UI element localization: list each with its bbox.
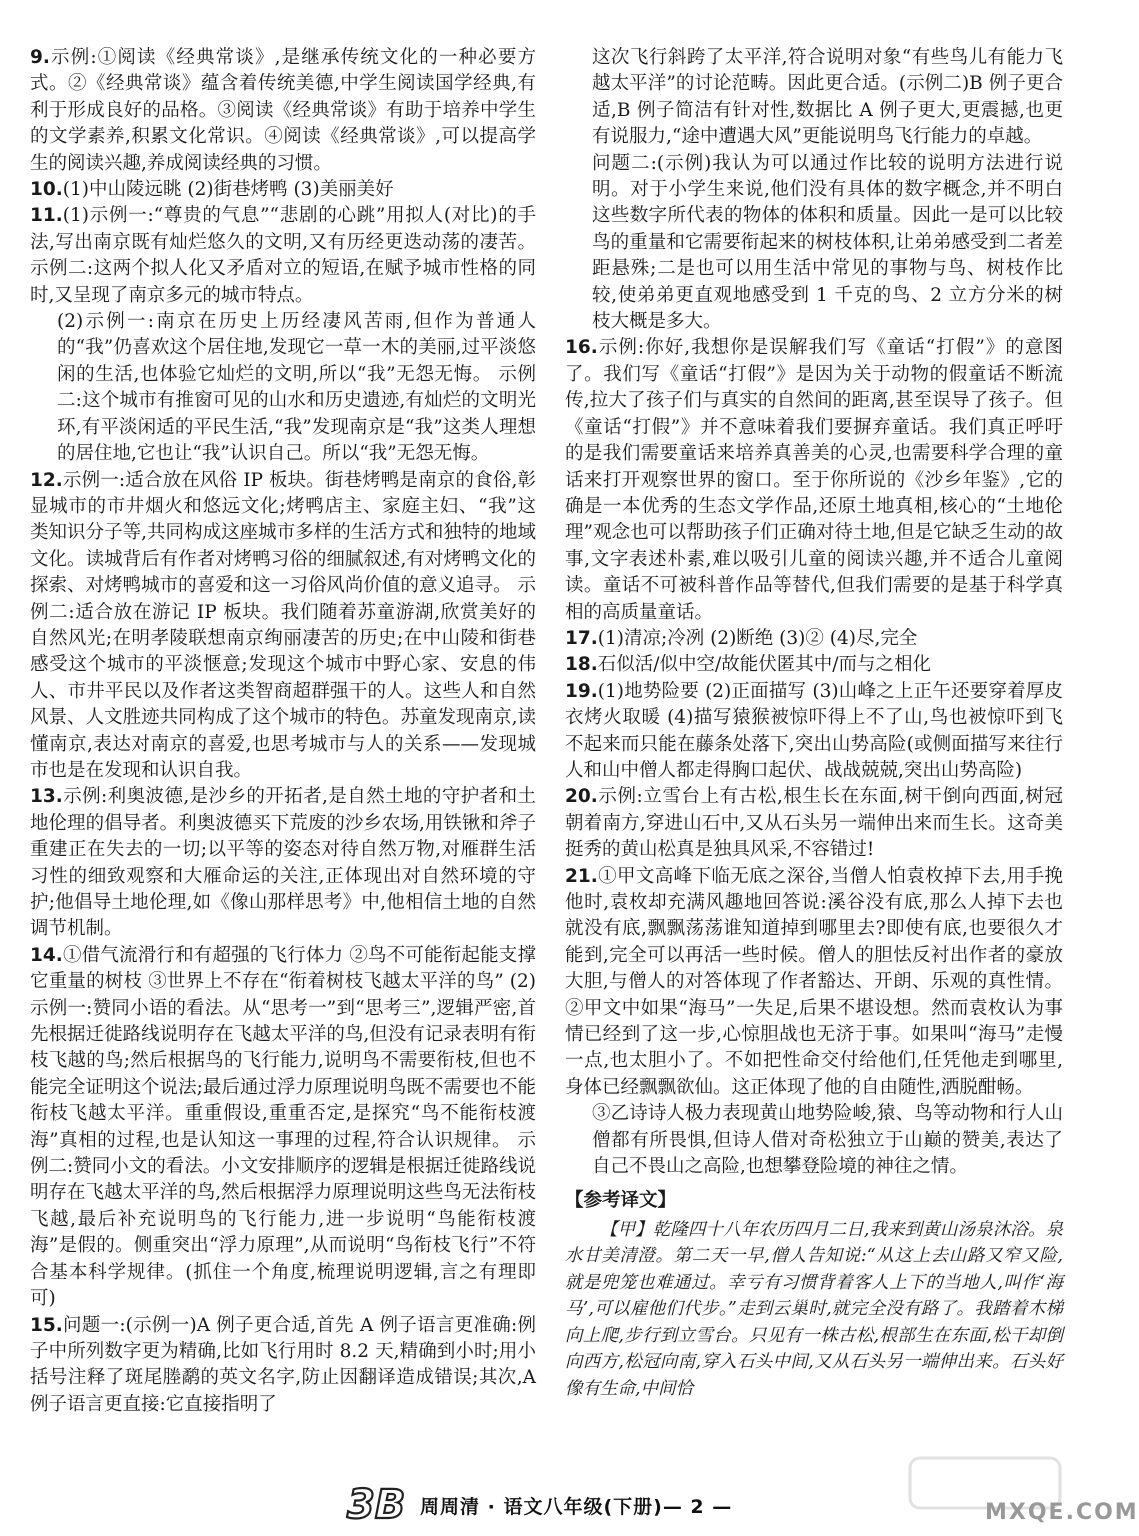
brand-logo: [343, 1478, 418, 1526]
answer-text: 问题一:(示例一)A 例子更合适,首先 A 例子语言更准确:例子中所列数字更为精确,比如飞行用时 8.2 天,精确到小时;用小括号注释了斑尾塍鹬的英文名字,防止因翻译造成错误;其次,A 例子语言更直接:它直接指明了: [30, 1314, 536, 1415]
answer-text: 这次飞行斜跨了太平洋,符合说明对象“有些鸟儿有能力飞越太平洋”的讨论范畴。因此更合适。(示例二)B 例子更合适,B 例子简洁有针对性,数据比 A 例子更大,更震撼,也更有说服力,“途中遭遇大风”更能说明鸟飞行能力的卓越。: [592, 47, 1063, 148]
right-item: [565, 679, 1063, 785]
answer-text: 示例:你好,我想你是误解我们写《童话“打假”》的意图了。我们写《童话“打假”》是因为关于动物的假童话不断流传,拉大了孩子们与真实的自然间的距离,甚至误导了孩子。但《童话“打假”》并不意味着我们要摒弃童话。我们真正呼吁的是我们需要童话来培养真善美的心灵,也需要科学合理的童话来打开观察世界的窗口。至于你所说的《沙乡年鉴》,它的确是一本优秀的生态文学作品,还原土地真相,核心的“土地伦理”观念也可以帮助孩子们正确对待土地,但是它缺乏生动的故事,文字表述朴素,难以吸引儿童的阅读兴趣,并不适合儿童阅读。童话不可被科普作品等替代,但我们需要的是基于科学真相的高质量童话。: [565, 337, 1063, 623]
question-number: 12.: [30, 469, 63, 491]
right-item: [565, 1101, 1063, 1180]
right-item: [565, 626, 1063, 652]
answer-text: 石似活/似中空/故能伏匿其中/而与之相化: [597, 654, 931, 676]
right-item: [565, 864, 1063, 1102]
answer-text: ③乙诗诗人极力表现黄山地势险峻,猿、鸟等动物和行人山僧都有所畏惧,但诗人借对奇松独立于山巅的赞美,表达了自己不畏山之高险,也想攀登险境的神往之情。: [592, 1103, 1063, 1178]
question-number: 19.: [565, 680, 598, 702]
left-column: [30, 45, 536, 1418]
left-item: [30, 203, 536, 309]
answer-text: (1)地势险要 (2)正面描写 (3)山峰之上正午还要穿着厚皮衣烤火取暖 (4)描写猿猴被惊吓得上不了山,鸟也被惊吓到飞不起来而只能在藤条处落下,突出山势高险(或侧面描写来往行人和山中僧人都走得胸口起伏、战战兢兢,突出山势高险): [565, 680, 1063, 781]
question-number: 14.: [30, 944, 63, 966]
left-item: [30, 177, 536, 203]
question-number: 15.: [30, 1314, 63, 1336]
question-number: 11.: [30, 205, 63, 227]
left-item: [30, 468, 536, 785]
right-column: [565, 45, 1063, 1402]
answer-text: (1)清凉;冷冽 (2)断绝 (3)② (4)尽,完全: [597, 627, 918, 649]
right-item: [565, 784, 1063, 863]
question-number: 10.: [30, 179, 63, 201]
question-number: 17.: [565, 627, 598, 649]
reference-heading: 【参考译文】: [565, 1190, 677, 1212]
translation-text: 【甲】乾隆四十八年农历四月二日,我来到黄山汤泉沐浴。泉水甘美清澄。第二天一早,僧人告知说:“从这上去山路又窄又险,就是兜笼也难通过。幸亏有习惯背着客人上下的当地人,叫作‘海马’,可以雇他们代步。”走到云巢时,就完全没有路了。我踏着木梯向上爬,步行到立雪台。只见有一株古松,根部生在东面,松干却倒向西方,松冠向南,穿入石头中间,又从石头另一端伸出来。石头好像有生命,中间恰: [565, 1219, 1063, 1399]
left-item: [30, 784, 536, 942]
answer-text: 示例一:适合放在风俗 IP 板块。街巷烤鸭是南京的食俗,彰显城市的市井烟火和悠远文化;烤鸭店主、家庭主妇、“我”这类知识分子等,共同构成这座城市多样的生活方式和独特的地域文化。读城背后有作者对烤鸭习俗的细腻叙述,有对烤鸭文化的探索、对烤鸭城市的喜爱和这一习俗风尚价值的意义追寻。 示例二:适合放在游记 IP 板块。我们随着苏童游湖,欣赏美好的自然风光;在明孝陵联想南京绚丽凄苦的历史;在中山陵和街巷感受这个城市的平淡惬意;发现这个城市中野心家、安息的伟人、市井平民以及作者这类智商超群强干的人。这些人和自然风景、人文胜迹共同构成了这个城市的特色。苏童发现南京,读懂南京,表达对南京的喜爱,也思考城市与人的关系——发现城市也是在发现和认识自我。: [30, 469, 536, 781]
left-item: [30, 309, 536, 467]
question-number: 9.: [30, 47, 50, 68]
question-number: 16.: [565, 337, 598, 359]
question-number: 21.: [565, 865, 598, 887]
answer-text: 示例:利奥波德,是沙乡的开拓者,是自然土地的守护者和土地伦理的倡导者。利奥波德买下荒废的沙乡农场,用铁锹和斧子重建正在失去的一切;以平等的姿态对待自然万物,对雁群生活习性的细致观察和大雁命运的关注,正体现出对自然环境的守护;他倡导土地伦理,如《像山那样思考》中,他相信土地的自然调节机制。: [30, 786, 536, 940]
answer-text: 问题二:(示例)我认为可以通过作比较的说明方法进行说明。对于小学生来说,他们没有具体的数字概念,并不明白这些数字所代表的物体的体积和质量。因此一是可以比较鸟的重量和它需要衔起来的树枝体积,让弟弟感受到二者差距悬殊;二是也可以用生活中常见的事物与鸟、树枝作比较,使弟弟更直观地感受到 1 千克的鸟、2 立方分米的树枝大概是多大。: [592, 152, 1063, 333]
question-number: 13.: [30, 786, 63, 808]
footer-text: 周周清 · 语文八年级(下册)— 2 —: [420, 1496, 733, 1518]
question-number: 18.: [565, 654, 598, 676]
left-item: [30, 1313, 536, 1419]
right-item: [565, 335, 1063, 625]
answer-text: (2)示例一:南京在历史上历经凄风苦雨,但作为普通人的“我”仍喜欢这个居住地,发现它一草一木的美丽,过平淡悠闲的生活,也体验它灿烂的文明,所以“我”无怨无悔。 示例二:这个城市有推窗可见的山水和历史遗迹,有灿烂的文明光环,有平淡闲适的平民生活,“我”发现南京是“我”这类人理想的居住地,它也让“我”认识自己。所以“我”无怨无悔。: [57, 311, 536, 465]
right-item: [565, 652, 1063, 678]
answer-text: 示例:立雪台上有古松,根生长在东面,树干倒向西面,树冠朝着南方,穿进山石中,又从石头另一端伸出来而生长。这奇美挺秀的黄山松真是独具风采,不容错过!: [565, 786, 1063, 861]
left-item: [30, 45, 536, 177]
answer-text: 示例:①阅读《经典常谈》,是继承传统文化的一种必要方式。②《经典常谈》蕴含着传统美德,中学生阅读国学经典,有利于形成良好的品格。③阅读《经典常谈》有助于培养中学生的文学素养,积累文化常识。④阅读《经典常谈》,可以提高学生的阅读兴趣,养成阅读经典的习惯。: [30, 47, 536, 174]
left-item: [30, 943, 536, 1313]
watermark-text: MXQE.COM: [985, 1500, 1139, 1525]
answer-text: ①甲文高峰下临无底之深谷,当僧人怕袁枚掉下去,用手挽他时,袁枚却充满风趣地回答说:溪谷没有底,那么人掉下去也就没有底,飘飘荡荡谁知道掉到哪里去?即使有底,也要很久才能到,完全可以再活一些时候。僧人的胆怯反衬出作者的豪放大胆,与僧人的对答体现了作者豁达、开朗、乐观的真性情。②甲文中如果“海马”一失足,后果不堪设想。然而袁枚认为事情已经到了这一步,心惊胆战也无济于事。如果叫“海马”走慢一点,也太胆小了。不如把性命交付给他们,任凭他走到哪里,身体已经飘飘欲仙。这正体现了他的自由随性,洒脱酣畅。: [565, 865, 1063, 1098]
answer-text: (1)示例一:“尊贵的气息”“悲剧的心跳”用拟人(对比)的手法,写出南京既有灿烂悠久的文明,又有历经更迭动荡的凄苦。 示例二:这两个拟人化又矛盾对立的短语,在赋予城市性格的同时,又呈现了南京多元的城市特点。: [30, 205, 536, 306]
answer-text: (1)中山陵远眺 (2)街巷烤鸭 (3)美丽美好: [62, 179, 394, 201]
answer-text: ①借气流滑行和有超强的飞行体力 ②鸟不可能衔起能支撑它重量的树枝 ③世界上不存在“衔着树枝飞越太平洋的鸟” (2)示例一:赞同小语的看法。从“思考一”到“思考三”,逻辑严密,首先根据迁徙路线说明存在飞越太平洋的鸟,但没有记录表明有衔枝飞越的鸟;然后根据鸟的飞行能力,说明鸟不需要衔枝,但也不能完全证明这个说法;最后通过浮力原理说明鸟既不需要也不能衔枝飞越太平洋。重重假设,重重否定,是探究“鸟不能衔枝渡海”真相的过程,也是认知这一事理的过程,符合认识规律。 示例二:赞同小文的看法。小文安排顺序的逻辑是根据迁徙路线说明存在飞越太平洋的鸟,然后根据浮力原理说明这些鸟无法衔枝飞越,最后补充说明鸟的飞行能力,进一步说明“鸟能衔枝渡海”是假的。侧重突出“浮力原理”,从而说明“鸟衔枝飞行”不符合基本科学规律。(抓住一个角度,梳理说明逻辑,言之有理即可): [30, 944, 536, 1310]
right-item: [565, 45, 1063, 151]
right-item: [565, 151, 1063, 336]
svg-text:3B: 3B: [347, 1482, 406, 1528]
question-number: 20.: [565, 786, 598, 808]
